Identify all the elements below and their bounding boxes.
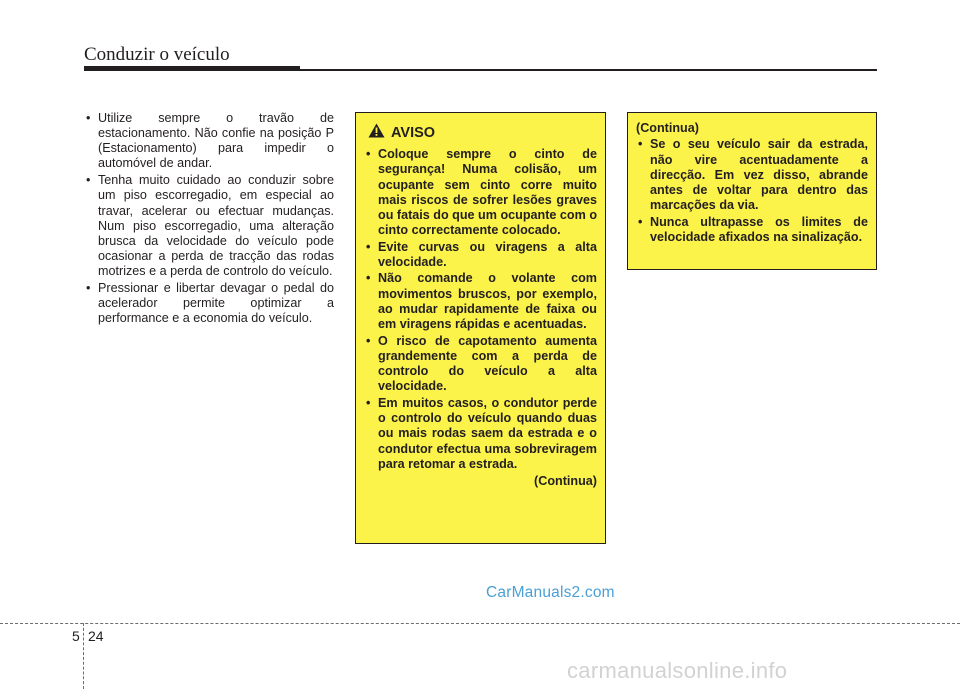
footer-vertical-rule — [83, 623, 84, 689]
left-column — [84, 111, 334, 328]
list-item: • Em muitos casos, o condutor perde o controlo do veículo quando duas ou mais rodas saem da estrada e o condutor efectua uma sobreviragem para retomar a estrada. — [364, 396, 597, 472]
warning-header — [368, 123, 597, 143]
list-item: • Evite curvas ou viragens a alta velocidade. — [364, 240, 597, 271]
list-item: • Não comande o volante com movimentos bruscos, por exemplo, ao mudar rapidamente de faixa ou em viragens rápidas e acentuadas. — [364, 271, 597, 332]
header-title: Conduzir o veículo — [84, 44, 230, 65]
list-item: • Se o seu veículo sair da estrada, não vire acentuadamente a direcção. Em vez disso, abrande antes de voltar para dentro das marcações da via. — [636, 137, 868, 213]
warning-bullet-list — [364, 147, 597, 472]
warning-triangle-icon — [368, 123, 385, 143]
left-bullet-list — [84, 111, 334, 326]
header-rule-thick — [84, 66, 300, 71]
continued-box — [627, 112, 877, 270]
page-number: 24 — [88, 628, 104, 644]
site-watermark: carmanualsonline.info — [567, 658, 788, 683]
list-item: • O risco de capotamento aumenta grandemente com a perda de controlo do veículo a alta velocidade. — [364, 334, 597, 395]
continued-bullet-list — [636, 137, 868, 245]
list-item: • Nunca ultrapasse os limites de velocidade afixados na sinalização. — [636, 215, 868, 246]
list-item: • Pressionar e libertar devagar o pedal do acelerador permite optimizar a performance e a economia do veículo. — [84, 281, 334, 326]
warning-box — [355, 112, 606, 544]
footer-rule — [0, 623, 960, 624]
page-chapter: 5 — [72, 628, 80, 644]
continued-heading: (Continua) — [636, 121, 699, 135]
list-item: • Utilize sempre o travão de estacionamento. Não confie na posição P (Estacionamento) para impedir o automóvel de andar. — [84, 111, 334, 171]
list-item: • Tenha muito cuidado ao conduzir sobre um piso escorregadio, em especial ao travar, acelerar ou efectuar mudanças. Num piso escorregadio, uma alteração brusca da velocidade do veículo pode ocasionar a perda de tracção das rodas motrizes e a perda de controlo do veículo. — [84, 173, 334, 279]
warning-title: AVISO — [391, 125, 436, 141]
list-item: • Coloque sempre o cinto de segurança! Numa colisão, um ocupante sem cinto corre muito mais riscos de sofrer lesões graves ou fatais do que um ocupante com o cinto correctamente colocado. — [364, 147, 597, 239]
header-rule-thin — [300, 69, 877, 71]
continued-label: (Continua) — [534, 474, 597, 489]
watermark-link[interactable]: CarManuals2.com — [486, 584, 615, 601]
